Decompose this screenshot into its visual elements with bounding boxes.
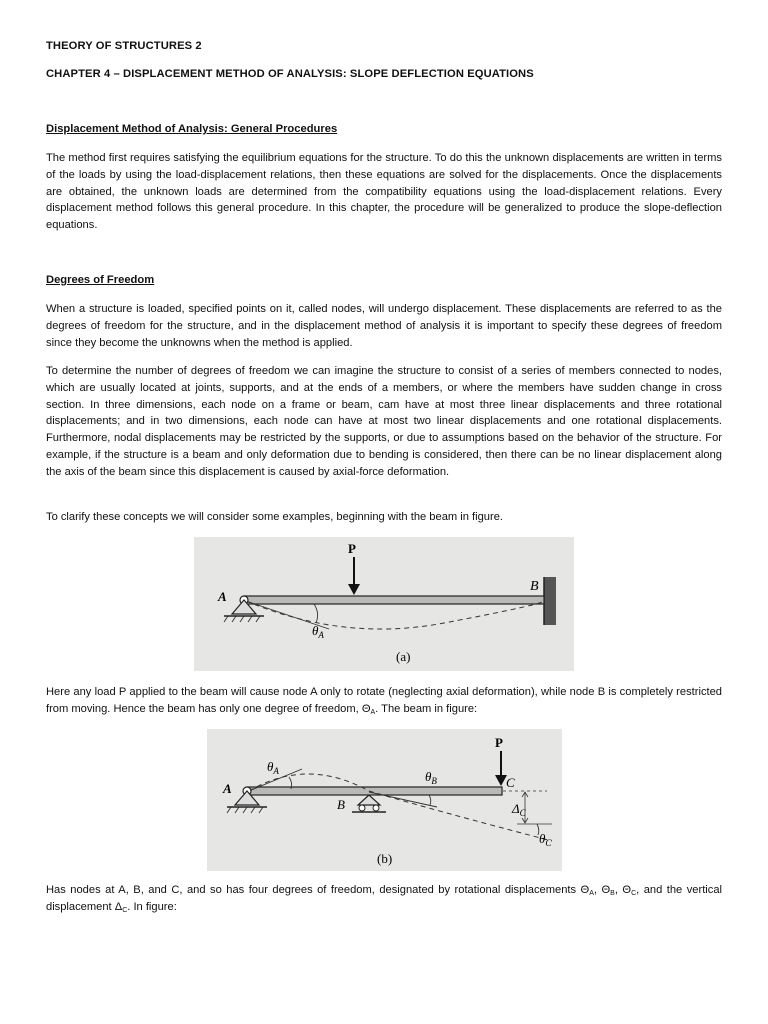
theta-c-label-b: $\theta_C$ [539,831,552,848]
paragraph-nodes: When a structure is loaded, specified points on it, called nodes, will undergo displacement. These displacements are referred to as the degrees of freedom for the structure, and in the displacement method of analysis it is important to specify these degrees of freedom since they become the unknowns when the method is applied. [46,303,722,349]
roller-support-b [358,795,380,805]
theta-b-label-b: $\theta_B$ [425,769,437,786]
paragraph-general-procedures: The method first requires satisfying the equilibrium equations for the structure. To do this the unknown displacements are written in terms of the loads by using the load-displacement relations, then these equations are solved for the displacements. Once the displacements are obtained, the unknown loads are determined from the compatibility equations using the load-displacement relations. Every displacement method follows this general procedure. In this chapter, the procedure will be generalized to produce the slope-deflection equations. [46,152,722,232]
ground-hatch-a [224,616,260,622]
section-heading-degrees-of-freedom: Degrees of Freedom [46,274,155,286]
theta-b-arc-b [429,795,431,805]
roller-wheel-2 [373,805,379,811]
chapter-title: CHAPTER 4 – DISPLACEMENT METHOD OF ANALYSIS: SLOPE DEFLECTION EQUATIONS [46,68,534,80]
theta-a-label: $\theta_A$ [312,623,324,640]
theta-a-label-b: $\theta_A$ [267,759,279,776]
theta-arc-a [314,604,318,623]
ground-hatch-a-b [227,807,263,813]
load-arrow-a-head [348,584,360,595]
fixed-wall-b [544,577,556,625]
delta-c-label-b: $\Delta_C$ [512,801,526,818]
paragraph-figure-b-explanation: Has nodes at A, B, and C, and so has four degrees of freedom, designated by rotational displacements $\Theta_A$, $\Theta_B$, $\Theta_C$, and the vertical displacement $\Delta_C$. In figure: [46,884,723,914]
node-label-c-b: C [506,775,515,790]
figure-a-caption: (a) [396,649,411,664]
figure-b [207,729,562,871]
node-label-a-b: A [223,781,232,796]
load-label-a: P [348,541,356,556]
figure-b-drawing [207,729,562,871]
load-label-b: P [495,735,503,750]
paragraph-clarify: To clarify these concepts we will consider some examples, beginning with the beam in figure. [46,511,503,523]
node-label-b-b: B [337,797,345,812]
node-label-a: A [218,589,227,604]
beam-b [247,787,502,795]
paragraph-figure-a-explanation: Here any load P applied to the beam will cause node A only to rotate (neglecting axial deformation), while node B is completely restricted from moving. Hence the beam has only one degree of freedom, $\Theta_A$. The beam in figure: [46,686,722,716]
figure-a [194,537,574,671]
beam-a [244,596,544,604]
section-heading-general-procedures: Displacement Method of Analysis: General Procedures [46,123,338,135]
figure-b-caption: (b) [377,851,393,866]
course-title: THEORY OF STRUCTURES 2 [46,40,202,52]
node-label-b: B [530,579,539,594]
roller-wheel-1 [359,805,365,811]
figure-a-drawing [194,537,574,671]
paragraph-determine-dof: To determine the number of degrees of freedom we can imagine the structure to consist of a series of members connected to nodes, which are usually located at joints, supports, and at the ends of a members, or where the members have sudden change in cross section. In three dimensions, each node on a frame or beam, cam have at most three linear displacements and three rotational displacements; and in two dimensions, each node can have at most two linear displacements and one rotational displacements. Furthermore, nodal displacements may be restricted by the supports, or due to assumptions based on the behavior of the structure. For example, if the structure is a beam and only deformation due to bending is considered, then there can be no linear displacement along the axis of the beam since this displacement is caused by axial-force deformation. [46,365,722,478]
deflected-shape-a [246,601,544,629]
